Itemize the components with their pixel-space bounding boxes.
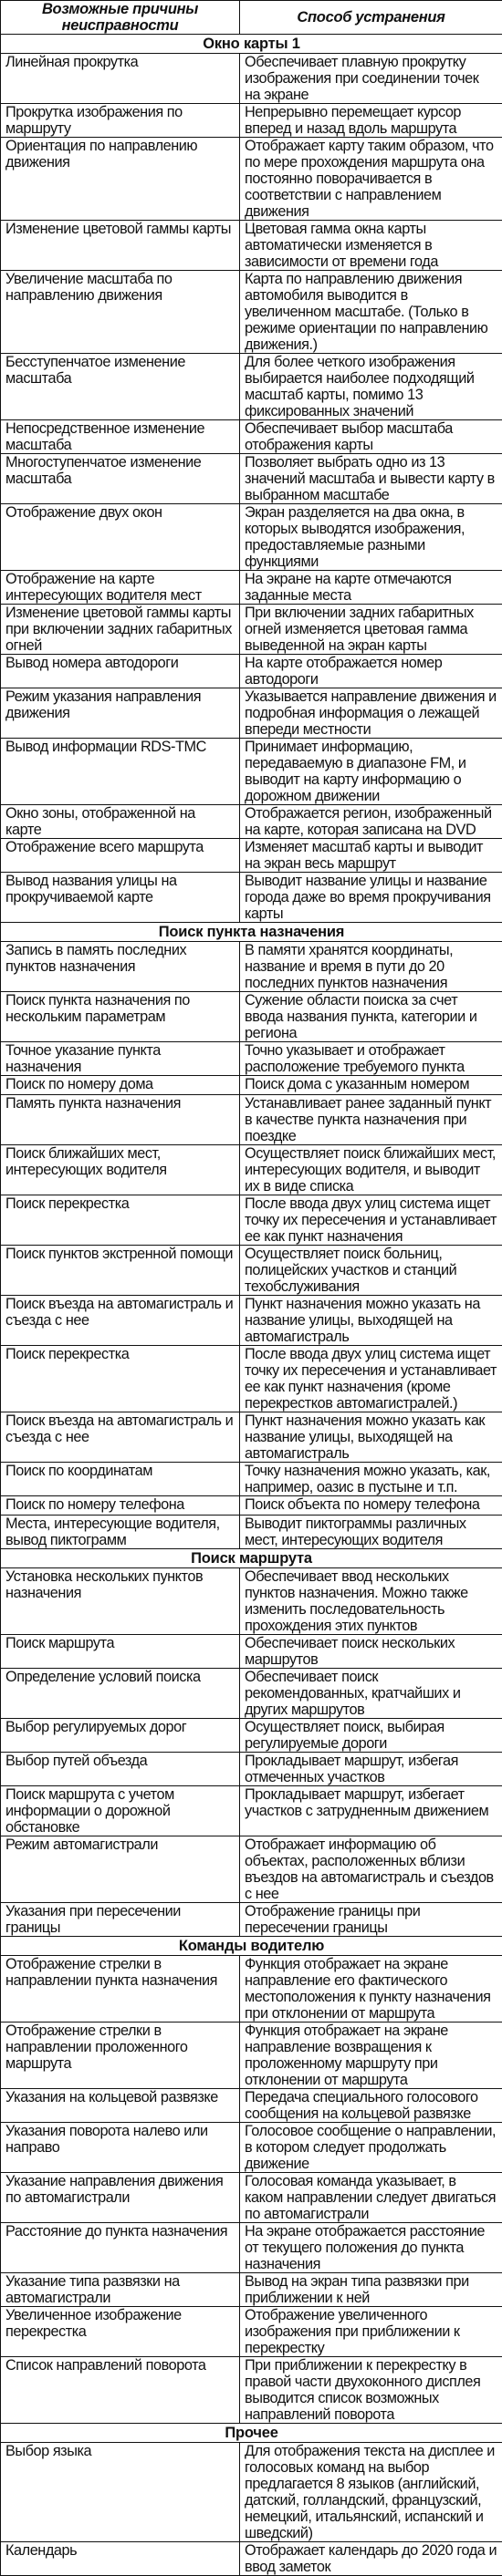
cause-cell: Отображение двух окон: [1, 504, 240, 571]
remedy-cell: Отображение границы при пересечении границы: [240, 1903, 502, 1937]
cause-cell: Поиск пунктов экстренной помощи: [1, 1246, 240, 1296]
section-title: Команды водителю: [1, 1937, 502, 1956]
remedy-cell: После ввода двух улиц система ищет точку их пересечения и устанавливает ее как пункт назначения: [240, 1195, 502, 1246]
remedy-cell: Осуществляет поиск ближайших мест, интересующих водителя, и выводит их в виде списка: [240, 1145, 502, 1195]
remedy-cell: Изменяет масштаб карты и выводит на экран весь маршрут: [240, 839, 502, 873]
remedy-cell: Выводит пиктограммы различных мест, интересующих водителя: [240, 1516, 502, 1549]
table-row: [1, 2123, 502, 2173]
remedy-cell: Отображает календарь до 2020 года и ввод заметок: [240, 2542, 502, 2576]
remedy-cell: Осуществляет поиск больниц, полицейских участков и станций техобслуживания: [240, 1246, 502, 1296]
cause-cell: Вывод информации RDS-TMC: [1, 739, 240, 805]
cause-cell: Вывод номера автодороги: [1, 655, 240, 688]
table-row: [1, 688, 502, 739]
table-row: [1, 1412, 502, 1463]
remedy-cell: Пункт назначения можно указать как название улицы, выходящей на автомагистраль: [240, 1412, 502, 1463]
table-row: [1, 1246, 502, 1296]
cause-cell: Поиск въезда на автомагистраль и съезда с нее: [1, 1412, 240, 1463]
table-row: [1, 1669, 502, 1719]
remedy-cell: Обеспечивает поиск нескольких маршрутов: [240, 1635, 502, 1669]
table-row: [1, 1903, 502, 1937]
table-row: [1, 655, 502, 688]
table-row: [1, 1836, 502, 1903]
remedy-cell: На экране отображается расстояние от текущего положения до пункта назначения: [240, 2223, 502, 2273]
remedy-cell: Сужение области поиска за счет ввода названия пункта, категории и региона: [240, 992, 502, 1042]
table-row: [1, 504, 502, 571]
remedy-cell: Функция отображает на экране направление его фактического местоположения к пункту назначения при отклонении от маршрута: [240, 1956, 502, 2023]
cause-cell: Установка нескольких пунктов назначения: [1, 1568, 240, 1635]
section-title: Прочее: [1, 2424, 502, 2443]
remedy-cell: Отображает информацию об объектах, расположенных вблизи въездов на автомагистраль и съездов с нее: [240, 1836, 502, 1903]
remedy-cell: Отображается регион, изображенный на карте, которая записана на DVD: [240, 805, 502, 839]
remedy-cell: На экране на карте отмечаются заданные места: [240, 571, 502, 605]
remedy-cell: Отображение увеличенного изображения при приближении к перекрестку: [240, 2307, 502, 2357]
cause-cell: Поиск перекрестка: [1, 1346, 240, 1412]
table-row: [1, 839, 502, 873]
table-row: [1, 1095, 502, 1145]
remedy-cell: Поиск дома с указанным номером: [240, 1076, 502, 1095]
cause-cell: Линейная прокрутка: [1, 54, 240, 104]
remedy-cell: Прокладывает маршрут, избегает участков с затрудненным движением: [240, 1786, 502, 1836]
remedy-cell: Выводит название улицы и название города даже во время прокручивания карты: [240, 873, 502, 923]
table-row: [1, 271, 502, 354]
table-row: [1, 1463, 502, 1496]
remedy-cell: При приближении к перекрестку в правой части двухоконного дисплея выводится список возможных направлений поворота: [240, 2357, 502, 2424]
table-row: [1, 1346, 502, 1412]
table-row: [1, 138, 502, 221]
cause-cell: Изменение цветовой гаммы карты: [1, 221, 240, 271]
cause-cell: Память пункта назначения: [1, 1095, 240, 1145]
table-row: [1, 1568, 502, 1635]
table-body: [1, 35, 502, 2576]
column-header-remedies: Способ устранения: [240, 1, 502, 35]
table-row: [1, 2542, 502, 2576]
remedy-cell: В памяти хранятся координаты, название и время в пути до 20 последних пунктов назначения: [240, 942, 502, 992]
cause-cell: Бесступенчатое изменение масштаба: [1, 354, 240, 420]
cause-cell: Поиск перекрестка: [1, 1195, 240, 1246]
table-row: [1, 1719, 502, 1753]
remedy-cell: На карте отображается номер автодороги: [240, 655, 502, 688]
remedy-cell: Вывод на экран типа развязки при приближении к ней: [240, 2273, 502, 2307]
section-title: Окно карты 1: [1, 35, 502, 54]
table-row: [1, 739, 502, 805]
table-header-row: [1, 1, 502, 35]
cause-cell: Указания поворота налево или направо: [1, 2123, 240, 2173]
table-row: [1, 2443, 502, 2542]
cause-cell: Поиск въезда на автомагистраль и съезда с нее: [1, 1296, 240, 1346]
remedy-cell: Функция отображает на экране направление возвращения к проложенному маршруту при отклонении от маршрута: [240, 2023, 502, 2089]
remedy-cell: Голосовая команда указывает, в каком направлении следует двигаться по автомагистрали: [240, 2173, 502, 2223]
cause-cell: Запись в память последних пунктов назначения: [1, 942, 240, 992]
remedy-cell: Пункт назначения можно указать на название улицы, выходящей на автомагистраль: [240, 1296, 502, 1346]
cause-cell: Выбор путей объезда: [1, 1753, 240, 1786]
cause-cell: Точное указание пункта назначения: [1, 1042, 240, 1076]
remedy-cell: Принимает информацию, передаваемую в диапазоне FM, и выводит на карту информацию о дорожном движении: [240, 739, 502, 805]
cause-cell: Увеличение масштаба по направлению движения: [1, 271, 240, 354]
remedy-cell: Указывается направление движения и подробная информация о лежащей впереди местности: [240, 688, 502, 739]
cause-cell: Поиск маршрута: [1, 1635, 240, 1669]
cause-cell: Места, интересующие водителя, вывод пиктограмм: [1, 1516, 240, 1549]
cause-cell: Поиск по номеру телефона: [1, 1496, 240, 1516]
table-row: [1, 873, 502, 923]
table-row: [1, 420, 502, 454]
remedy-cell: Обеспечивает ввод нескольких пунктов назначения. Можно также изменить последовательность прохождения этих пунктов: [240, 1568, 502, 1635]
cause-cell: Указание типа развязки на автомагистрали: [1, 2273, 240, 2307]
cause-cell: Прокрутка изображения по маршруту: [1, 104, 240, 138]
cause-cell: Поиск маршрута с учетом информации о дорожной обстановке: [1, 1786, 240, 1836]
cause-cell: Указание направления движения по автомагистрали: [1, 2173, 240, 2223]
cause-cell: Поиск по номеру дома: [1, 1076, 240, 1095]
remedy-cell: Голосовое сообщение о направлении, в котором следует продолжать движение: [240, 2123, 502, 2173]
table-row: [1, 605, 502, 655]
cause-cell: Список направлений поворота: [1, 2357, 240, 2424]
table-row: [1, 992, 502, 1042]
table-row: [1, 571, 502, 605]
table-row: [1, 1753, 502, 1786]
table-row: [1, 1516, 502, 1549]
remedy-cell: Осуществляет поиск, выбирая регулируемые дороги: [240, 1719, 502, 1753]
section-header-row: [1, 1549, 502, 1568]
table-row: [1, 2273, 502, 2307]
cause-cell: Ориентация по направлению движения: [1, 138, 240, 221]
cause-cell: Окно зоны, отображенной на карте: [1, 805, 240, 839]
remedy-cell: Карта по направлению движения автомобиля выводится в увеличенном масштабе. (Только в режиме ориентации по направлению движения.): [240, 271, 502, 354]
cause-cell: Изменение цветовой гаммы карты при включении задних габаритных огней: [1, 605, 240, 655]
table-row: [1, 2307, 502, 2357]
cause-cell: Поиск по координатам: [1, 1463, 240, 1496]
cause-cell: Непосредственное изменение масштаба: [1, 420, 240, 454]
cause-cell: Увеличенное изображение перекрестка: [1, 2307, 240, 2357]
remedy-cell: Обеспечивает поиск рекомендованных, кратчайших и других маршрутов: [240, 1669, 502, 1719]
cause-cell: Поиск ближайших мест, интересующих водителя: [1, 1145, 240, 1195]
table-row: [1, 1042, 502, 1076]
remedy-cell: Позволяет выбрать одно из 13 значений масштаба и вывести карту в выбранном масштабе: [240, 454, 502, 504]
table-row: [1, 942, 502, 992]
cause-cell: Многоступенчатое изменение масштаба: [1, 454, 240, 504]
cause-cell: Календарь: [1, 2542, 240, 2576]
table-row: [1, 1635, 502, 1669]
table-row: [1, 2173, 502, 2223]
table-row: [1, 221, 502, 271]
table-row: [1, 354, 502, 420]
table-row: [1, 104, 502, 138]
remedy-cell: После ввода двух улиц система ищет точку их пересечения и устанавливает ее как пункт назначения (кроме перекрестков автомагистралей.): [240, 1346, 502, 1412]
section-title: Поиск маршрута: [1, 1549, 502, 1568]
cause-cell: Выбор регулируемых дорог: [1, 1719, 240, 1753]
table-row: [1, 2023, 502, 2089]
cause-cell: Указания при пересечении границы: [1, 1903, 240, 1937]
table-row: [1, 1195, 502, 1246]
section-header-row: [1, 2424, 502, 2443]
section-header-row: [1, 923, 502, 942]
remedy-cell: Передача специального голосового сообщения на кольцевой развязке: [240, 2089, 502, 2123]
remedy-cell: Отображает карту таким образом, что по мере прохождения маршрута она постоянно поворачивается в соответствии с направлением движения: [240, 138, 502, 221]
remedy-cell: Обеспечивает выбор масштаба отображения карты: [240, 420, 502, 454]
table-row: [1, 1956, 502, 2023]
section-header-row: [1, 35, 502, 54]
table-row: [1, 2357, 502, 2424]
remedy-cell: Для отображения текста на дисплее и голосовых команд на выбор предлагается 8 языков (английский, датский, голландский, французский, немецкий, итальянский, испанский и шведский): [240, 2443, 502, 2542]
remedy-cell: Поиск объекта по номеру телефона: [240, 1496, 502, 1516]
remedy-cell: Прокладывает маршрут, избегая отмеченных участков: [240, 1753, 502, 1786]
cause-cell: Поиск пункта назначения по нескольким параметрам: [1, 992, 240, 1042]
remedy-cell: Устанавливает ранее заданный пункт в качестве пункта назначения при поездке: [240, 1095, 502, 1145]
cause-cell: Расстояние до пункта назначения: [1, 2223, 240, 2273]
cause-cell: Указания на кольцевой развязке: [1, 2089, 240, 2123]
cause-cell: Отображение всего маршрута: [1, 839, 240, 873]
cause-cell: Вывод названия улицы на прокручиваемой карте: [1, 873, 240, 923]
table-row: [1, 1296, 502, 1346]
table-row: [1, 2089, 502, 2123]
section-header-row: [1, 1937, 502, 1956]
remedy-cell: Экран разделяется на два окна, в которых выводятся изображения, предоставляемые разными функциями: [240, 504, 502, 571]
table-row: [1, 805, 502, 839]
table-row: [1, 1496, 502, 1516]
cause-cell: Определение условий поиска: [1, 1669, 240, 1719]
cause-cell: Отображение на карте интересующих водителя мест: [1, 571, 240, 605]
table-row: [1, 454, 502, 504]
remedy-cell: Цветовая гамма окна карты автоматически изменяется в зависимости от времени года: [240, 221, 502, 271]
remedy-cell: Обеспечивает плавную прокрутку изображения при соединении точек на экране: [240, 54, 502, 104]
table-row: [1, 54, 502, 104]
table-row: [1, 1786, 502, 1836]
section-title: Поиск пункта назначения: [1, 923, 502, 942]
remedy-cell: Непрерывно перемещает курсор вперед и назад вдоль маршрута: [240, 104, 502, 138]
cause-cell: Режим указания направления движения: [1, 688, 240, 739]
cause-cell: Выбор языка: [1, 2443, 240, 2542]
table-row: [1, 2223, 502, 2273]
column-header-causes: Возможные причины неисправности: [1, 1, 240, 35]
remedy-cell: Точно указывает и отображает расположение требуемого пункта: [240, 1042, 502, 1076]
table-row: [1, 1076, 502, 1095]
remedy-cell: Для более четкого изображения выбирается наиболее подходящий масштаб карты, помимо 13 фиксированных значений: [240, 354, 502, 420]
remedy-cell: При включении задних габаритных огней изменяется цветовая гамма выведенной на экран карты: [240, 605, 502, 655]
table-row: [1, 1145, 502, 1195]
cause-cell: Отображение стрелки в направлении пункта назначения: [1, 1956, 240, 2023]
cause-cell: Режим автомагистрали: [1, 1836, 240, 1903]
cause-cell: Отображение стрелки в направлении проложенного маршрута: [1, 2023, 240, 2089]
remedy-cell: Точку назначения можно указать, как, например, оазис в пустыне и т.п.: [240, 1463, 502, 1496]
